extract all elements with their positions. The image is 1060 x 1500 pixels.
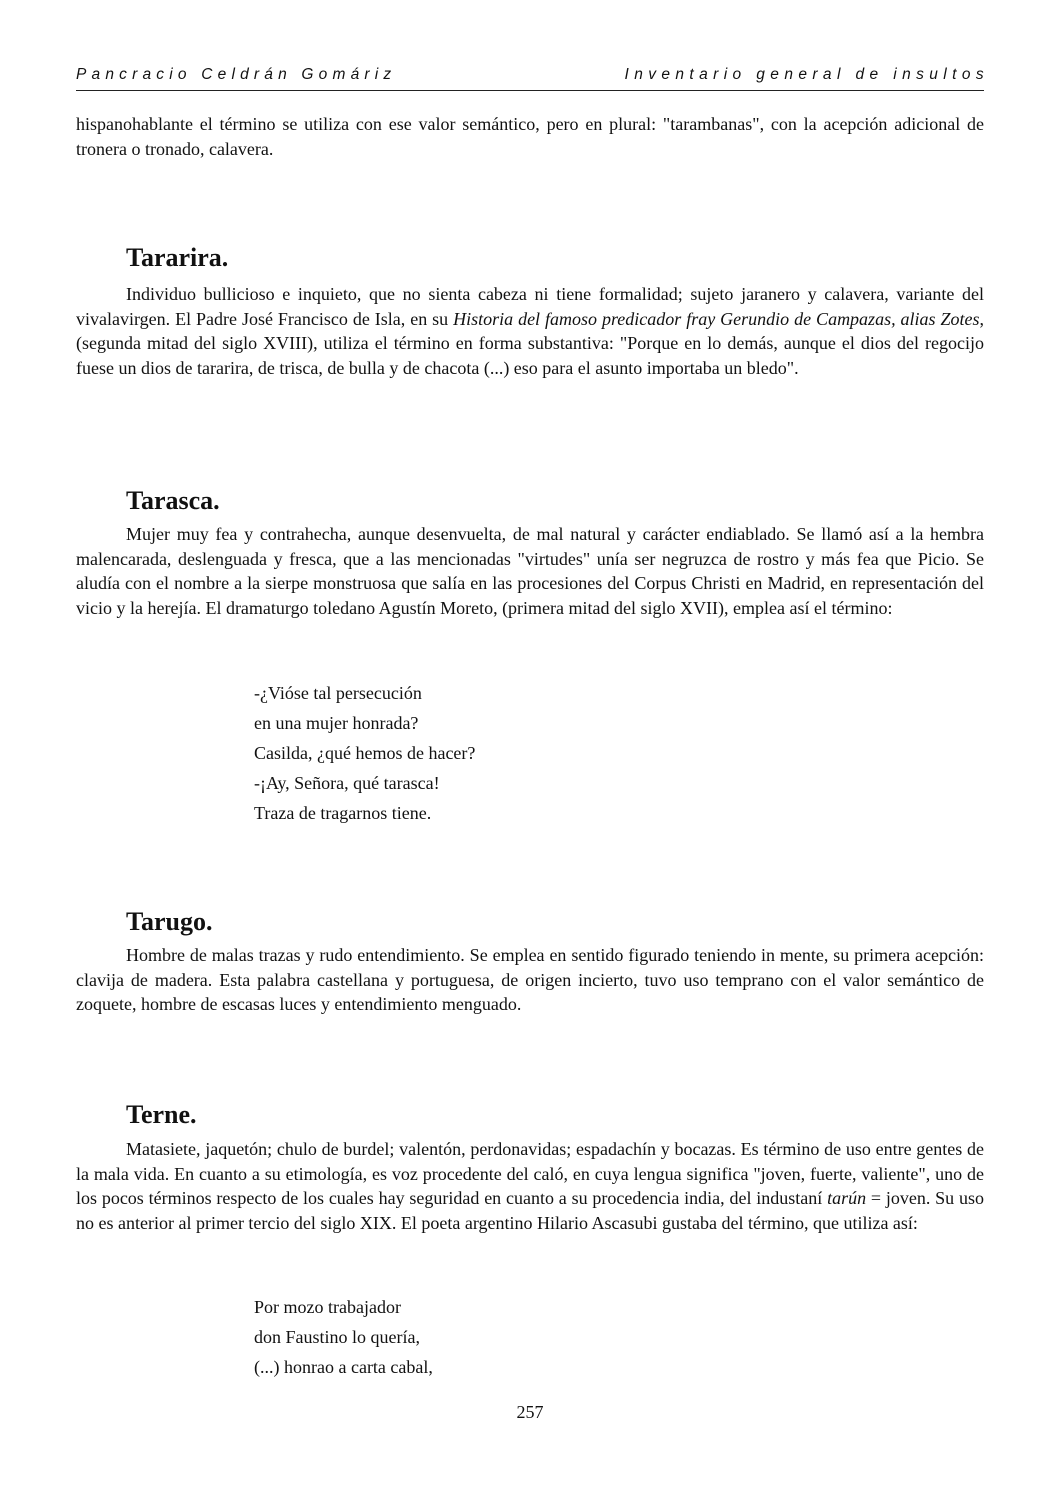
entry-body-terne xyxy=(76,1137,984,1235)
entry-heading-terne: Terne. xyxy=(126,1100,197,1129)
book-page xyxy=(76,0,989,1500)
verse-line: (...) honrao a carta cabal, xyxy=(254,1357,433,1377)
verse-line: en una mujer honrada? xyxy=(254,713,419,733)
verse-quote-moreto xyxy=(254,678,475,828)
book-title-fray-gerundio: Historia del famoso predicador fray Gerundio de Campazas, alias Zotes xyxy=(453,308,980,329)
italic-term-tarun: tarún xyxy=(827,1188,867,1209)
verse-quote-ascasubi xyxy=(254,1292,433,1382)
page-number: 257 xyxy=(516,1402,544,1422)
entry-body-tararira xyxy=(76,282,984,380)
continuation-paragraph: hispanohablante el término se utiliza con ese valor semántico, pero en plural: "tarambanas", con la acepción adicional de tronera o tronado, calavera. xyxy=(76,114,984,159)
entry-body-tarugo: Hombre de malas trazas y rudo entendimiento. Se emplea en sentido figurado teniendo in mente, su primera acepción: clavija de madera. Esta palabra castellana y portuguesa, de origen incierto, tuvo uso temprano con el valor semántico de zoquete, hombre de escasas luces y entendimiento menguado. xyxy=(76,945,984,1015)
entry-body-terne-part2: = joven. Su uso no es anterior al primer tercio del siglo XIX. El poeta argentino Hilario Ascasubi gustaba del término, que utiliza así: xyxy=(76,1188,984,1233)
verse-line: don Faustino lo quería, xyxy=(254,1327,420,1347)
entry-heading-tararira: Tararira. xyxy=(126,243,229,272)
header-author: Pancracio Celdrán Gomáriz xyxy=(76,66,397,83)
verse-line: -¡Ay, Señora, qué tarasca! xyxy=(254,773,440,793)
verse-line: -¿Vióse tal persecución xyxy=(254,683,422,703)
verse-line: Por mozo trabajador xyxy=(254,1297,401,1317)
entry-heading-tarugo: Tarugo. xyxy=(126,907,213,936)
verse-line: Traza de tragarnos tiene. xyxy=(254,803,432,823)
entry-body-tararira-part2: , (segunda mitad del siglo XVIII), utiliza el término en forma substantiva: "Porque en lo demás, aunque el dios del regocijo fuese un dios de tararira, de trisca, de bulla y de chacota (...) eso para el asunto importaba un bledo". xyxy=(76,308,984,378)
entry-body-tarasca: Mujer muy fea y contrahecha, aunque desenvuelta, de mal natural y carácter endiablado. Se llamó así a la hembra malencarada, deslenguada y fresca, que a las mencionadas "virtudes" unía ser negruzca de rostro y más fea que Picio. Se aludía con el nombre a la sierpe monstruosa que salía en las procesiones del Corpus Christi en Madrid, en representación del vicio y la herejía. El dramaturgo toledano Agustín Moreto, (primera mitad del siglo XVII), emplea así el término: xyxy=(76,524,984,618)
entry-body-tararira-part1: Individuo bullicioso e inquieto, que no sienta cabeza ni tiene formalidad; sujeto jaranero y calavera, variante del vivalavirgen. El Padre José Francisco de Isla, en su xyxy=(76,284,984,329)
header-book-title: Inventario general de insultos xyxy=(624,66,989,83)
verse-line: Casilda, ¿qué hemos de hacer? xyxy=(254,743,476,763)
entry-body-terne-part1: Matasiete, jaquetón; chulo de burdel; valentón, perdonavidas; espadachín y bocazas. Es término de uso entre gentes de la mala vida. En cuanto a su etimología, es voz procedente del caló, en cuya lengua significa "joven, fuerte, valiente", uno de los pocos términos respecto de los cuales hay seguridad en cuanto a su procedencia india, del industaní xyxy=(76,1139,984,1209)
running-header xyxy=(76,66,989,91)
entry-heading-tarasca: Tarasca. xyxy=(126,486,220,515)
